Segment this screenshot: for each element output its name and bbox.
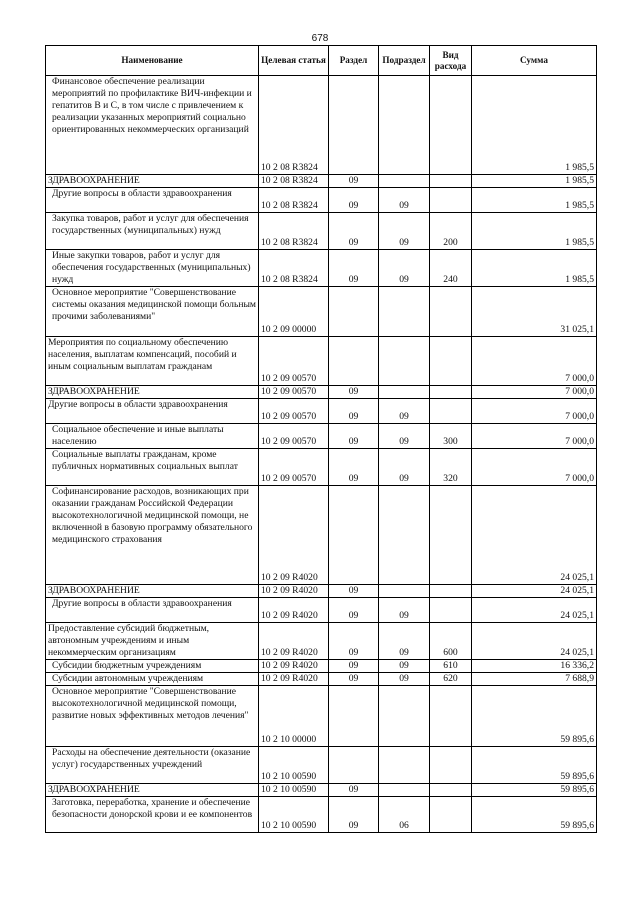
cell-target: 10 2 10 00590 bbox=[259, 797, 329, 833]
header-name: Наименование bbox=[46, 46, 259, 76]
cell-section: 09 bbox=[329, 175, 379, 188]
cell-target: 10 2 08 R3824 bbox=[259, 76, 329, 175]
cell-target: 10 2 08 R3824 bbox=[259, 188, 329, 213]
cell-subsection bbox=[379, 175, 430, 188]
cell-subsection bbox=[379, 287, 430, 337]
cell-name: Основное мероприятие "Совершенствование системы оказания медицинской помощи больным прочими заболеваниями" bbox=[46, 287, 259, 337]
header-subsection: Подраздел bbox=[379, 46, 430, 76]
cell-section bbox=[329, 747, 379, 784]
cell-name: ЗДРАВООХРАНЕНИЕ bbox=[46, 784, 259, 797]
cell-target: 10 2 09 00000 bbox=[259, 287, 329, 337]
cell-subsection: 09 bbox=[379, 250, 430, 287]
cell-subsection bbox=[379, 747, 430, 784]
table-row bbox=[46, 287, 597, 337]
cell-section: 09 bbox=[329, 673, 379, 686]
cell-subsection: 09 bbox=[379, 213, 430, 250]
table-row bbox=[46, 449, 597, 486]
page-number: 678 bbox=[311, 33, 329, 44]
cell-section: 09 bbox=[329, 424, 379, 449]
cell-target: 10 2 09 R4020 bbox=[259, 623, 329, 660]
cell-sum: 31 025,1 bbox=[472, 287, 597, 337]
cell-subsection bbox=[379, 585, 430, 598]
cell-sum: 59 895,6 bbox=[472, 686, 597, 747]
cell-expense bbox=[430, 386, 472, 399]
cell-sum: 1 985,5 bbox=[472, 188, 597, 213]
cell-expense bbox=[430, 585, 472, 598]
cell-target: 10 2 10 00000 bbox=[259, 686, 329, 747]
table-row bbox=[46, 213, 597, 250]
cell-name: Предоставление субсидий бюджетным, автономным учреждениям и иным некоммерческим организациям bbox=[46, 623, 259, 660]
cell-expense bbox=[430, 797, 472, 833]
cell-name: Финансовое обеспечение реализации мероприятий по профилактике ВИЧ-инфекции и гепатитов B и C, в том числе с привлечением к реализации указанных мероприятий социально ориентированных некоммерческих организаций bbox=[46, 76, 259, 175]
cell-section: 09 bbox=[329, 660, 379, 673]
budget-table bbox=[45, 45, 597, 833]
cell-section bbox=[329, 486, 379, 585]
table-row bbox=[46, 585, 597, 598]
header-section: Раздел bbox=[329, 46, 379, 76]
cell-target: 10 2 10 00590 bbox=[259, 747, 329, 784]
cell-subsection bbox=[379, 76, 430, 175]
cell-section: 09 bbox=[329, 386, 379, 399]
cell-sum: 24 025,1 bbox=[472, 598, 597, 623]
table-row bbox=[46, 797, 597, 833]
cell-sum: 7 000,0 bbox=[472, 337, 597, 386]
cell-subsection: 09 bbox=[379, 673, 430, 686]
cell-target: 10 2 10 00590 bbox=[259, 784, 329, 797]
cell-section bbox=[329, 287, 379, 337]
cell-name: Мероприятия по социальному обеспечению населения, выплатам компенсаций, пособий и иным социальным выплатам гражданам bbox=[46, 337, 259, 386]
cell-expense: 200 bbox=[430, 213, 472, 250]
cell-name: Закупка товаров, работ и услуг для обеспечения государственных (муниципальных) нужд bbox=[46, 213, 259, 250]
cell-target: 10 2 09 00570 bbox=[259, 424, 329, 449]
cell-expense bbox=[430, 784, 472, 797]
cell-subsection: 09 bbox=[379, 623, 430, 660]
cell-subsection: 09 bbox=[379, 399, 430, 424]
table-row bbox=[46, 337, 597, 386]
cell-name: Другие вопросы в области здравоохранения bbox=[46, 188, 259, 213]
cell-subsection: 09 bbox=[379, 449, 430, 486]
cell-subsection bbox=[379, 486, 430, 585]
cell-name: ЗДРАВООХРАНЕНИЕ bbox=[46, 585, 259, 598]
cell-subsection: 09 bbox=[379, 188, 430, 213]
cell-name: Заготовка, переработка, хранение и обеспечение безопасности донорской крови и ее компонентов bbox=[46, 797, 259, 833]
header-expense: Вид расхода bbox=[430, 46, 472, 76]
cell-section bbox=[329, 76, 379, 175]
cell-name: Иные закупки товаров, работ и услуг для обеспечения государственных (муниципальных) нужд bbox=[46, 250, 259, 287]
table-row bbox=[46, 424, 597, 449]
cell-expense bbox=[430, 399, 472, 424]
cell-section: 09 bbox=[329, 598, 379, 623]
cell-subsection bbox=[379, 784, 430, 797]
cell-expense bbox=[430, 747, 472, 784]
cell-expense: 320 bbox=[430, 449, 472, 486]
cell-sum: 7 000,0 bbox=[472, 449, 597, 486]
cell-expense: 600 bbox=[430, 623, 472, 660]
cell-expense bbox=[430, 337, 472, 386]
cell-target: 10 2 09 00570 bbox=[259, 386, 329, 399]
cell-sum: 7 000,0 bbox=[472, 424, 597, 449]
table-row bbox=[46, 673, 597, 686]
table-row bbox=[46, 399, 597, 424]
cell-name: Субсидии автономным учреждениям bbox=[46, 673, 259, 686]
cell-sum: 59 895,6 bbox=[472, 747, 597, 784]
cell-expense: 610 bbox=[430, 660, 472, 673]
cell-sum: 24 025,1 bbox=[472, 486, 597, 585]
cell-expense: 300 bbox=[430, 424, 472, 449]
cell-expense bbox=[430, 175, 472, 188]
cell-expense: 240 bbox=[430, 250, 472, 287]
cell-target: 10 2 08 R3824 bbox=[259, 175, 329, 188]
cell-sum: 24 025,1 bbox=[472, 585, 597, 598]
cell-sum: 1 985,5 bbox=[472, 76, 597, 175]
cell-name: Субсидии бюджетным учреждениям bbox=[46, 660, 259, 673]
cell-section bbox=[329, 686, 379, 747]
cell-section: 09 bbox=[329, 623, 379, 660]
table-row bbox=[46, 747, 597, 784]
cell-section: 09 bbox=[329, 784, 379, 797]
table-row bbox=[46, 660, 597, 673]
cell-expense bbox=[430, 598, 472, 623]
cell-subsection bbox=[379, 386, 430, 399]
table-row bbox=[46, 598, 597, 623]
cell-target: 10 2 08 R3824 bbox=[259, 250, 329, 287]
table-row bbox=[46, 175, 597, 188]
cell-target: 10 2 09 R4020 bbox=[259, 673, 329, 686]
cell-name: Другие вопросы в области здравоохранения bbox=[46, 399, 259, 424]
cell-sum: 1 985,5 bbox=[472, 175, 597, 188]
cell-section: 09 bbox=[329, 188, 379, 213]
cell-name: Основное мероприятие "Совершенствование высокотехнологичной медицинской помощи, развитие новых эффективных методов лечения" bbox=[46, 686, 259, 747]
cell-sum: 59 895,6 bbox=[472, 797, 597, 833]
table-body bbox=[46, 76, 597, 833]
cell-name: ЗДРАВООХРАНЕНИЕ bbox=[46, 175, 259, 188]
cell-section: 09 bbox=[329, 449, 379, 486]
cell-name: Социальные выплаты гражданам, кроме публичных нормативных социальных выплат bbox=[46, 449, 259, 486]
cell-target: 10 2 09 R4020 bbox=[259, 585, 329, 598]
cell-section: 09 bbox=[329, 585, 379, 598]
cell-target: 10 2 09 00570 bbox=[259, 449, 329, 486]
cell-section: 09 bbox=[329, 797, 379, 833]
cell-section: 09 bbox=[329, 399, 379, 424]
table-row bbox=[46, 250, 597, 287]
header-sum: Сумма bbox=[472, 46, 597, 76]
cell-expense bbox=[430, 686, 472, 747]
cell-subsection bbox=[379, 337, 430, 386]
cell-sum: 7 688,9 bbox=[472, 673, 597, 686]
cell-sum: 7 000,0 bbox=[472, 399, 597, 424]
cell-section: 09 bbox=[329, 213, 379, 250]
cell-sum: 59 895,6 bbox=[472, 784, 597, 797]
cell-subsection: 09 bbox=[379, 598, 430, 623]
cell-name: Социальное обеспечение и иные выплаты населению bbox=[46, 424, 259, 449]
cell-name: Другие вопросы в области здравоохранения bbox=[46, 598, 259, 623]
cell-name: Софинансирование расходов, возникающих при оказании гражданам Российской Федерации высокотехнологичной медицинской помощи, не включенной в базовую программу обязательного медицинского страхования bbox=[46, 486, 259, 585]
cell-subsection: 09 bbox=[379, 660, 430, 673]
cell-expense: 620 bbox=[430, 673, 472, 686]
cell-subsection: 09 bbox=[379, 424, 430, 449]
cell-expense bbox=[430, 188, 472, 213]
cell-subsection bbox=[379, 686, 430, 747]
cell-target: 10 2 09 00570 bbox=[259, 399, 329, 424]
cell-target: 10 2 08 R3824 bbox=[259, 213, 329, 250]
cell-name: Расходы на обеспечение деятельности (оказание услуг) государственных учреждений bbox=[46, 747, 259, 784]
cell-target: 10 2 09 00570 bbox=[259, 337, 329, 386]
table-row bbox=[46, 784, 597, 797]
cell-expense bbox=[430, 76, 472, 175]
cell-expense bbox=[430, 486, 472, 585]
cell-name: ЗДРАВООХРАНЕНИЕ bbox=[46, 386, 259, 399]
table-row bbox=[46, 188, 597, 213]
cell-sum: 24 025,1 bbox=[472, 623, 597, 660]
table-row bbox=[46, 686, 597, 747]
cell-sum: 16 336,2 bbox=[472, 660, 597, 673]
cell-sum: 7 000,0 bbox=[472, 386, 597, 399]
table-row bbox=[46, 76, 597, 175]
cell-sum: 1 985,5 bbox=[472, 213, 597, 250]
table-row bbox=[46, 486, 597, 585]
cell-expense bbox=[430, 287, 472, 337]
cell-target: 10 2 09 R4020 bbox=[259, 598, 329, 623]
cell-subsection: 06 bbox=[379, 797, 430, 833]
cell-target: 10 2 09 R4020 bbox=[259, 486, 329, 585]
header-row bbox=[46, 46, 597, 76]
header-target: Целевая статья bbox=[259, 46, 329, 76]
cell-target: 10 2 09 R4020 bbox=[259, 660, 329, 673]
cell-section: 09 bbox=[329, 250, 379, 287]
table-row bbox=[46, 623, 597, 660]
cell-sum: 1 985,5 bbox=[472, 250, 597, 287]
cell-section bbox=[329, 337, 379, 386]
table-row bbox=[46, 386, 597, 399]
